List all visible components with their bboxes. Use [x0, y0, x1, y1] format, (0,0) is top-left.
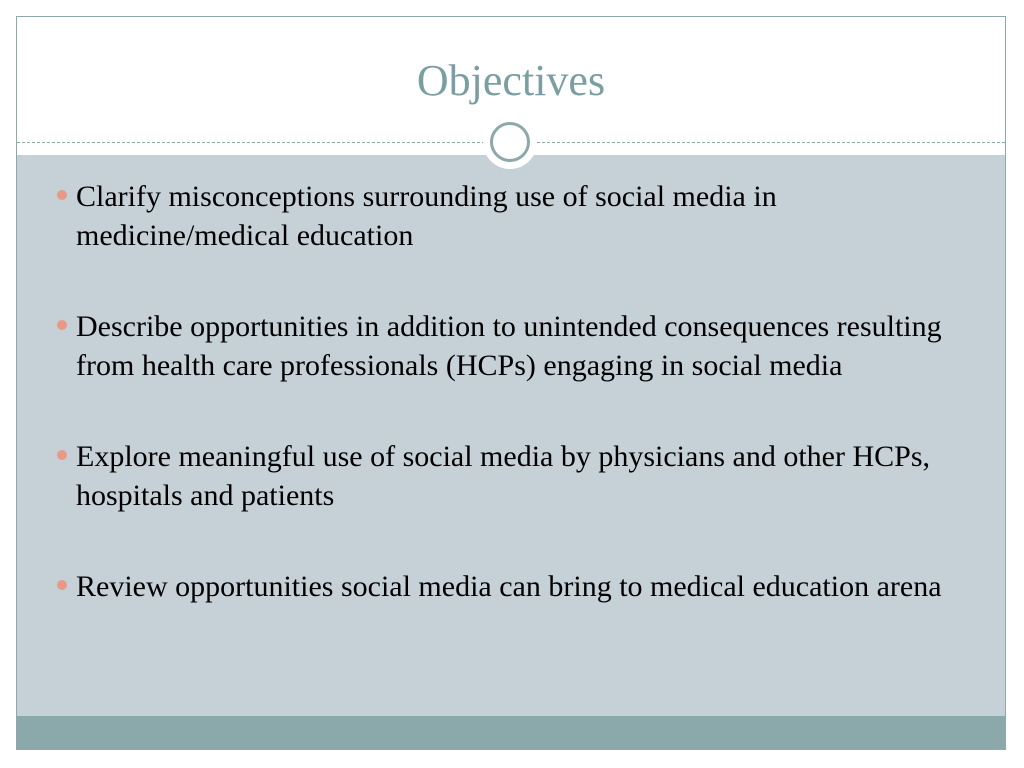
bullet-item: [59, 567, 959, 606]
bullet-text: Review opportunities social media can bring to medical education arena: [76, 570, 942, 603]
bullet-text: Describe opportunities in addition to unintended consequences resulting from health care professionals (HCPs) engaging in social media: [76, 310, 942, 382]
bullet-list: [59, 177, 959, 606]
bullet-dot-icon: [57, 190, 67, 200]
bullet-text: Explore meaningful use of social media by physicians and other HCPs, hospitals and patients: [76, 440, 930, 512]
footer-bar: [17, 716, 1005, 750]
circle-ornament-icon: [483, 115, 537, 169]
bullet-dot-icon: [57, 320, 67, 330]
bullet-text: Clarify misconceptions surrounding use of social media in medicine/medical education: [76, 180, 777, 252]
ring-icon: [490, 122, 530, 162]
bullet-item: [59, 307, 959, 385]
bullet-item: [59, 437, 959, 515]
bullet-dot-icon: [57, 580, 67, 590]
bullet-dot-icon: [57, 450, 67, 460]
slide: [16, 16, 1006, 750]
bullet-item: [59, 177, 959, 255]
slide-title: Objectives: [416, 56, 606, 105]
